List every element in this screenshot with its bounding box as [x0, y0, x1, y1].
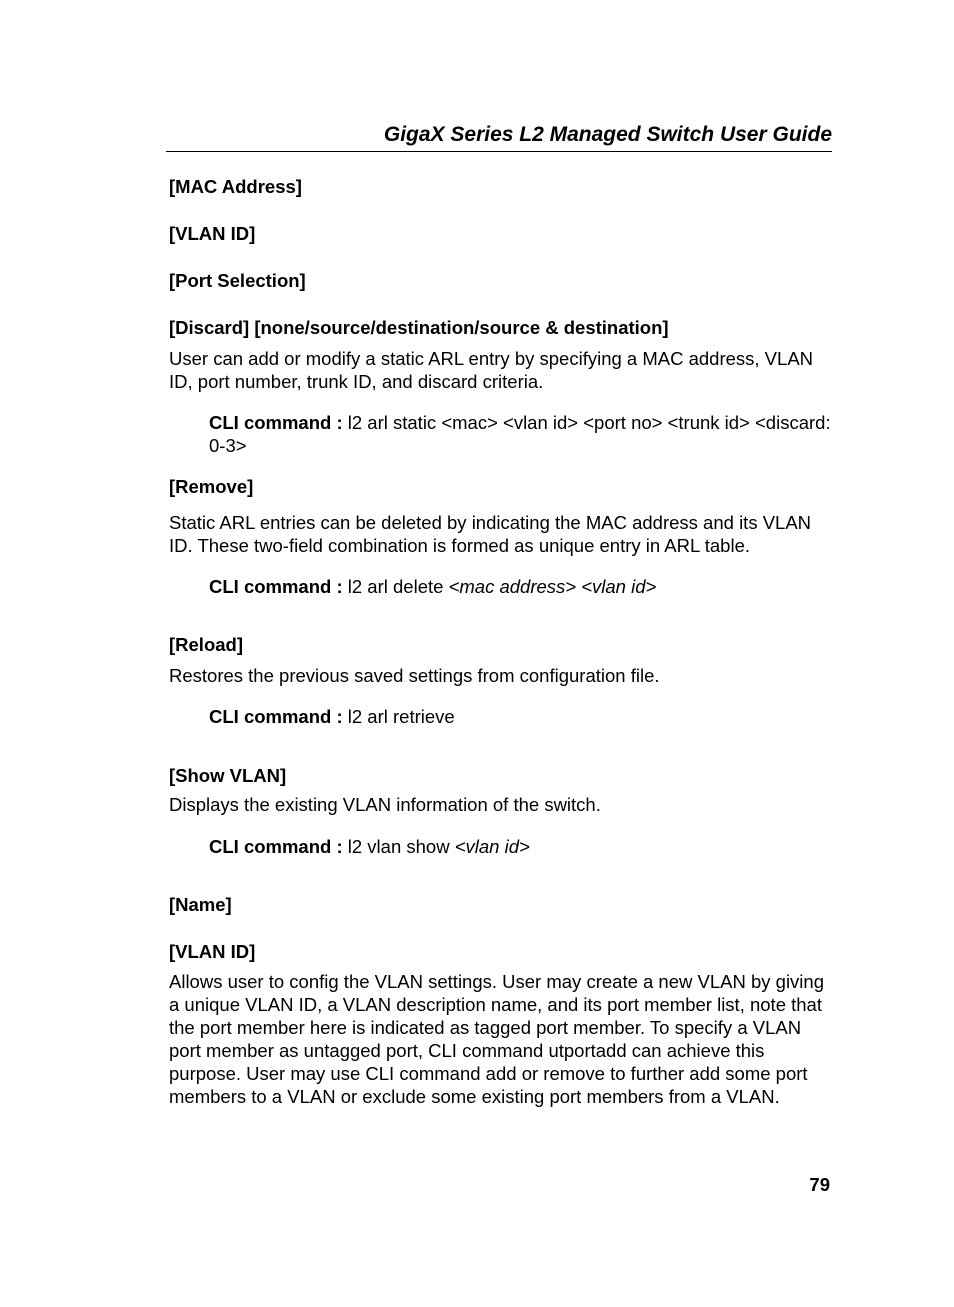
cli-args: <mac address> <vlan id> — [448, 576, 657, 597]
discard-cli-command — [209, 411, 833, 457]
vlan-id-description: Allows user to config the VLAN settings. User may create a new VLAN by giving a unique VLAN ID, a VLAN description name, and its port member list, note that the port member here is indicated as tagged port member. To specify a VLAN port member as untagged port, CLI command utportadd can achieve this purpose. User may use CLI command add or remove to further add some port members to a VLAN or exclude some existing port members from a VLAN. — [169, 971, 824, 1107]
cli-args: <vlan id> — [454, 836, 530, 857]
heading-show-vlan: [Show VLAN] — [169, 765, 287, 786]
heading-vlan-id: [VLAN ID] — [169, 223, 256, 244]
remove-description: Static ARL entries can be deleted by indicating the MAC address and its VLAN ID. These two-field combination is formed as unique entry in ARL table. — [169, 512, 812, 556]
cli-label: CLI command : — [209, 576, 343, 597]
cli-label: CLI command : — [209, 412, 343, 433]
heading-vlan-id-2: [VLAN ID] — [169, 941, 256, 962]
reload-description: Restores the previous saved settings from configuration file. — [169, 665, 660, 686]
running-header: GigaX Series L2 Managed Switch User Guide — [166, 120, 832, 152]
show-vlan-description: Displays the existing VLAN information of the switch. — [169, 794, 601, 815]
reload-cli-command — [209, 705, 833, 728]
cli-text: l2 arl retrieve — [342, 706, 455, 727]
cli-text: l2 arl delete — [342, 576, 449, 597]
show-vlan-cli-command — [209, 835, 833, 858]
heading-port-selection: [Port Selection] — [169, 270, 306, 291]
heading-reload: [Reload] — [169, 634, 243, 655]
cli-label: CLI command : — [209, 706, 343, 727]
remove-cli-command — [209, 575, 833, 598]
cli-text: l2 vlan show — [342, 836, 455, 857]
heading-discard: [Discard] [none/source/destination/source & destination] — [169, 317, 669, 338]
heading-remove: [Remove] — [169, 476, 254, 497]
cli-text: l2 arl static <mac> <vlan id> <port no> <trunk id> <discard: 0-3> — [209, 412, 831, 456]
heading-name: [Name] — [169, 894, 232, 915]
heading-mac-address: [MAC Address] — [169, 176, 302, 197]
page-number: 79 — [809, 1174, 830, 1195]
discard-description: User can add or modify a static ARL entry by specifying a MAC address, VLAN ID, port number, trunk ID, and discard criteria. — [169, 348, 814, 392]
cli-label: CLI command : — [209, 836, 343, 857]
